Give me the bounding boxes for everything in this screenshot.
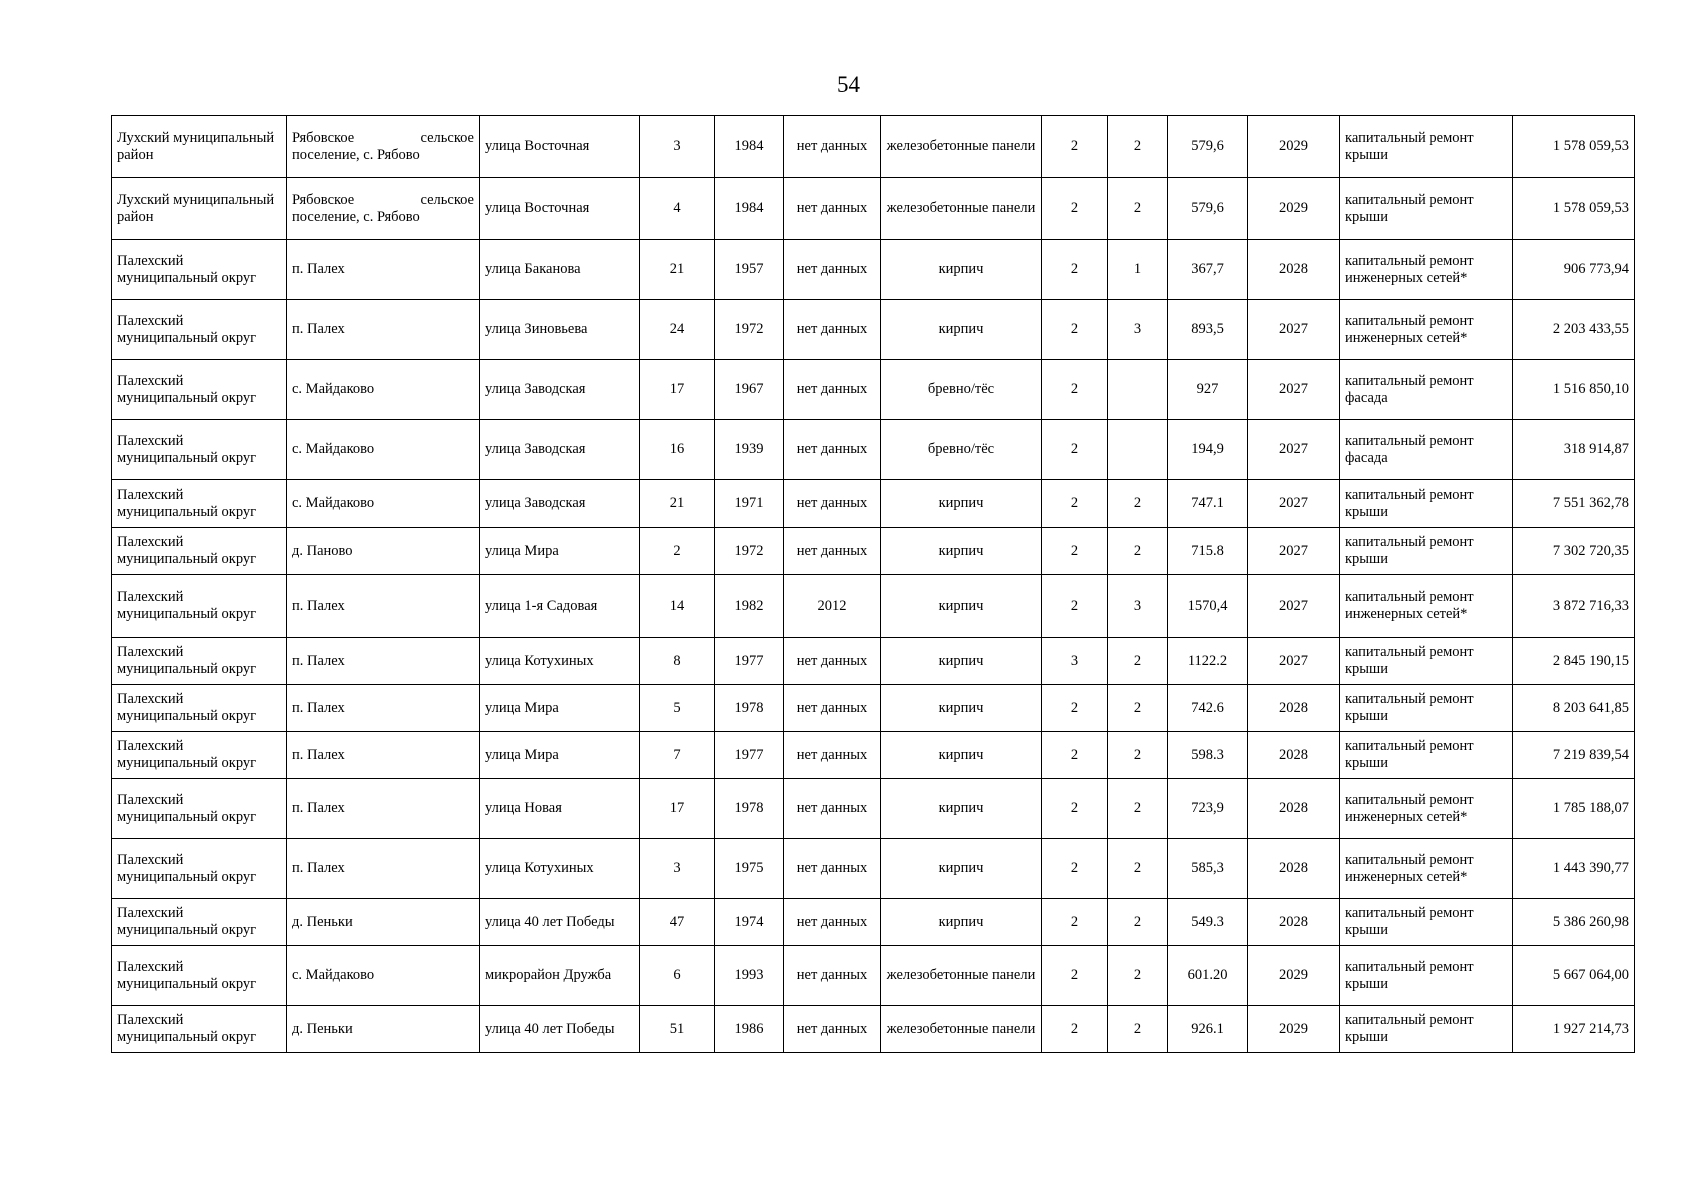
cell-street: улица Котухиных xyxy=(480,638,640,685)
cell-year-built: 1993 xyxy=(715,946,784,1006)
cell-street: микрорайон Дружба xyxy=(480,946,640,1006)
table-row xyxy=(112,240,1635,300)
cell-municipality: Палехский муниципальный округ xyxy=(112,360,287,420)
cell-floors: 2 xyxy=(1042,420,1108,480)
cell-settlement: с. Майдаково xyxy=(287,420,480,480)
cell-area: 715.8 xyxy=(1168,528,1248,575)
cell-house-number: 51 xyxy=(640,1006,715,1053)
cell-settlement: д. Пеньки xyxy=(287,1006,480,1053)
cell-area: 747.1 xyxy=(1168,480,1248,528)
cell-floors: 2 xyxy=(1042,116,1108,178)
cell-year-built: 1972 xyxy=(715,528,784,575)
cell-street: улица 40 лет Победы xyxy=(480,1006,640,1053)
cell-area: 598.3 xyxy=(1168,732,1248,779)
cell-cost: 2 203 433,55 xyxy=(1513,300,1635,360)
cell-floors: 2 xyxy=(1042,1006,1108,1053)
cell-house-number: 2 xyxy=(640,528,715,575)
cell-work-type: капитальный ремонт инженерных сетей* xyxy=(1340,575,1513,638)
cell-street: улица Зиновьева xyxy=(480,300,640,360)
cell-cost: 2 845 190,15 xyxy=(1513,638,1635,685)
cell-settlement: п. Палех xyxy=(287,839,480,899)
cell-house-number: 6 xyxy=(640,946,715,1006)
cell-plan-year: 2028 xyxy=(1248,779,1340,839)
cell-work-type: капитальный ремонт фасада xyxy=(1340,360,1513,420)
cell-municipality: Палехский муниципальный округ xyxy=(112,1006,287,1053)
table-row xyxy=(112,116,1635,178)
cell-year-overhaul: нет данных xyxy=(784,779,881,839)
cell-year-overhaul: нет данных xyxy=(784,1006,881,1053)
cell-year-overhaul: 2012 xyxy=(784,575,881,638)
cell-year-built: 1972 xyxy=(715,300,784,360)
cell-house-number: 8 xyxy=(640,638,715,685)
cell-house-number: 3 xyxy=(640,839,715,899)
cell-street: улица Баканова xyxy=(480,240,640,300)
cell-entrances: 2 xyxy=(1108,178,1168,240)
cell-wall-material: кирпич xyxy=(881,240,1042,300)
cell-floors: 2 xyxy=(1042,946,1108,1006)
cell-floors: 2 xyxy=(1042,240,1108,300)
cell-year-overhaul: нет данных xyxy=(784,178,881,240)
cell-area: 723,9 xyxy=(1168,779,1248,839)
cell-year-built: 1977 xyxy=(715,732,784,779)
cell-settlement: с. Майдаково xyxy=(287,946,480,1006)
cell-floors: 2 xyxy=(1042,732,1108,779)
cell-entrances: 2 xyxy=(1108,899,1168,946)
cell-street: улица Мира xyxy=(480,685,640,732)
cell-house-number: 4 xyxy=(640,178,715,240)
cell-floors: 2 xyxy=(1042,779,1108,839)
cell-settlement: п. Палех xyxy=(287,638,480,685)
cell-municipality: Палехский муниципальный округ xyxy=(112,575,287,638)
cell-wall-material: кирпич xyxy=(881,480,1042,528)
cell-entrances xyxy=(1108,420,1168,480)
cell-settlement: п. Палех xyxy=(287,575,480,638)
cell-floors: 3 xyxy=(1042,638,1108,685)
cell-entrances: 2 xyxy=(1108,946,1168,1006)
cell-wall-material: кирпич xyxy=(881,839,1042,899)
cell-settlement: п. Палех xyxy=(287,240,480,300)
cell-area: 1570,4 xyxy=(1168,575,1248,638)
cell-area: 585,3 xyxy=(1168,839,1248,899)
cell-area: 194,9 xyxy=(1168,420,1248,480)
cell-plan-year: 2028 xyxy=(1248,240,1340,300)
cell-plan-year: 2027 xyxy=(1248,300,1340,360)
cell-area: 742.6 xyxy=(1168,685,1248,732)
cell-cost: 5 667 064,00 xyxy=(1513,946,1635,1006)
cell-municipality: Палехский муниципальный округ xyxy=(112,420,287,480)
cell-settlement: с. Майдаково xyxy=(287,480,480,528)
cell-floors: 2 xyxy=(1042,178,1108,240)
cell-wall-material: кирпич xyxy=(881,575,1042,638)
cell-house-number: 24 xyxy=(640,300,715,360)
cell-year-built: 1974 xyxy=(715,899,784,946)
cell-house-number: 47 xyxy=(640,899,715,946)
cell-municipality: Палехский муниципальный округ xyxy=(112,779,287,839)
cell-area: 579,6 xyxy=(1168,116,1248,178)
cell-municipality: Палехский муниципальный округ xyxy=(112,732,287,779)
table-row xyxy=(112,779,1635,839)
cell-year-built: 1978 xyxy=(715,685,784,732)
cell-year-overhaul: нет данных xyxy=(784,899,881,946)
cell-street: улица Заводская xyxy=(480,420,640,480)
cell-year-built: 1971 xyxy=(715,480,784,528)
cell-entrances: 2 xyxy=(1108,685,1168,732)
cell-municipality: Лухский муниципальный район xyxy=(112,178,287,240)
cell-area: 579,6 xyxy=(1168,178,1248,240)
cell-year-built: 1967 xyxy=(715,360,784,420)
cell-work-type: капитальный ремонт крыши xyxy=(1340,1006,1513,1053)
cell-entrances: 2 xyxy=(1108,116,1168,178)
cell-plan-year: 2027 xyxy=(1248,420,1340,480)
cell-work-type: капитальный ремонт крыши xyxy=(1340,946,1513,1006)
cell-wall-material: кирпич xyxy=(881,300,1042,360)
cell-settlement: д. Паново xyxy=(287,528,480,575)
cell-year-overhaul: нет данных xyxy=(784,638,881,685)
cell-year-overhaul: нет данных xyxy=(784,420,881,480)
table-row xyxy=(112,685,1635,732)
cell-year-built: 1978 xyxy=(715,779,784,839)
table-row xyxy=(112,420,1635,480)
cell-plan-year: 2028 xyxy=(1248,685,1340,732)
cell-street: улица Восточная xyxy=(480,178,640,240)
page-number: 54 xyxy=(837,72,860,97)
cell-settlement: п. Палех xyxy=(287,779,480,839)
cell-year-built: 1984 xyxy=(715,116,784,178)
cell-cost: 5 386 260,98 xyxy=(1513,899,1635,946)
cell-municipality: Палехский муниципальный округ xyxy=(112,638,287,685)
cell-house-number: 17 xyxy=(640,779,715,839)
cell-plan-year: 2029 xyxy=(1248,946,1340,1006)
cell-year-built: 1977 xyxy=(715,638,784,685)
cell-house-number: 21 xyxy=(640,480,715,528)
cell-area: 367,7 xyxy=(1168,240,1248,300)
table-row xyxy=(112,638,1635,685)
cell-work-type: капитальный ремонт крыши xyxy=(1340,685,1513,732)
cell-wall-material: железобетонные панели xyxy=(881,116,1042,178)
cell-work-type: капитальный ремонт крыши xyxy=(1340,528,1513,575)
cell-plan-year: 2028 xyxy=(1248,732,1340,779)
cell-street: улица Мира xyxy=(480,732,640,779)
cell-cost: 906 773,94 xyxy=(1513,240,1635,300)
cell-area: 926.1 xyxy=(1168,1006,1248,1053)
table-row xyxy=(112,480,1635,528)
cell-street: улица Заводская xyxy=(480,480,640,528)
table-row xyxy=(112,360,1635,420)
cell-work-type: капитальный ремонт крыши xyxy=(1340,116,1513,178)
cell-cost: 1 927 214,73 xyxy=(1513,1006,1635,1053)
cell-street: улица Новая xyxy=(480,779,640,839)
cell-year-overhaul: нет данных xyxy=(784,360,881,420)
cell-house-number: 14 xyxy=(640,575,715,638)
cell-year-built: 1986 xyxy=(715,1006,784,1053)
cell-house-number: 5 xyxy=(640,685,715,732)
cell-entrances: 1 xyxy=(1108,240,1168,300)
cell-street: улица 1-я Садовая xyxy=(480,575,640,638)
cell-house-number: 17 xyxy=(640,360,715,420)
cell-cost: 7 551 362,78 xyxy=(1513,480,1635,528)
cell-wall-material: кирпич xyxy=(881,732,1042,779)
cell-entrances: 2 xyxy=(1108,528,1168,575)
cell-floors: 2 xyxy=(1042,575,1108,638)
cell-house-number: 3 xyxy=(640,116,715,178)
cell-year-overhaul: нет данных xyxy=(784,300,881,360)
cell-cost: 318 914,87 xyxy=(1513,420,1635,480)
cell-house-number: 7 xyxy=(640,732,715,779)
cell-floors: 2 xyxy=(1042,839,1108,899)
cell-wall-material: бревно/тёс xyxy=(881,420,1042,480)
table-row xyxy=(112,528,1635,575)
cell-year-built: 1982 xyxy=(715,575,784,638)
table-row xyxy=(112,1006,1635,1053)
cell-settlement: п. Палех xyxy=(287,685,480,732)
cell-plan-year: 2028 xyxy=(1248,839,1340,899)
cell-street: улица Заводская xyxy=(480,360,640,420)
cell-cost: 1 578 059,53 xyxy=(1513,178,1635,240)
cell-settlement: с. Майдаково xyxy=(287,360,480,420)
cell-plan-year: 2029 xyxy=(1248,178,1340,240)
cell-year-overhaul: нет данных xyxy=(784,480,881,528)
table-row xyxy=(112,946,1635,1006)
cell-settlement: Рябовское сельское поселение, с. Рябово xyxy=(287,116,480,178)
cell-year-overhaul: нет данных xyxy=(784,839,881,899)
cell-entrances: 2 xyxy=(1108,839,1168,899)
cell-plan-year: 2028 xyxy=(1248,899,1340,946)
cell-street: улица Котухиных xyxy=(480,839,640,899)
cell-street: улица Восточная xyxy=(480,116,640,178)
cell-floors: 2 xyxy=(1042,360,1108,420)
cell-area: 927 xyxy=(1168,360,1248,420)
cell-year-built: 1939 xyxy=(715,420,784,480)
cell-municipality: Палехский муниципальный округ xyxy=(112,480,287,528)
cell-floors: 2 xyxy=(1042,528,1108,575)
cell-cost: 1 578 059,53 xyxy=(1513,116,1635,178)
cell-work-type: капитальный ремонт фасада xyxy=(1340,420,1513,480)
cell-work-type: капитальный ремонт инженерных сетей* xyxy=(1340,240,1513,300)
cell-cost: 3 872 716,33 xyxy=(1513,575,1635,638)
cell-work-type: капитальный ремонт крыши xyxy=(1340,899,1513,946)
cell-entrances xyxy=(1108,360,1168,420)
cell-work-type: капитальный ремонт инженерных сетей* xyxy=(1340,839,1513,899)
cell-cost: 1 443 390,77 xyxy=(1513,839,1635,899)
table-row xyxy=(112,839,1635,899)
cell-area: 1122.2 xyxy=(1168,638,1248,685)
cell-settlement: Рябовское сельское поселение, с. Рябово xyxy=(287,178,480,240)
cell-plan-year: 2027 xyxy=(1248,360,1340,420)
cell-entrances: 2 xyxy=(1108,480,1168,528)
cell-municipality: Палехский муниципальный округ xyxy=(112,685,287,732)
table-row xyxy=(112,732,1635,779)
cell-plan-year: 2029 xyxy=(1248,116,1340,178)
cell-entrances: 3 xyxy=(1108,300,1168,360)
cell-work-type: капитальный ремонт крыши xyxy=(1340,480,1513,528)
cell-work-type: капитальный ремонт крыши xyxy=(1340,732,1513,779)
cell-year-overhaul: нет данных xyxy=(784,116,881,178)
cell-entrances: 2 xyxy=(1108,779,1168,839)
cell-area: 601.20 xyxy=(1168,946,1248,1006)
cell-entrances: 2 xyxy=(1108,638,1168,685)
table-row xyxy=(112,899,1635,946)
cell-work-type: капитальный ремонт инженерных сетей* xyxy=(1340,779,1513,839)
cell-area: 893,5 xyxy=(1168,300,1248,360)
cell-year-overhaul: нет данных xyxy=(784,946,881,1006)
cell-wall-material: бревно/тёс xyxy=(881,360,1042,420)
cell-settlement: п. Палех xyxy=(287,300,480,360)
cell-entrances: 2 xyxy=(1108,732,1168,779)
cell-work-type: капитальный ремонт инженерных сетей* xyxy=(1340,300,1513,360)
table-row xyxy=(112,178,1635,240)
cell-year-overhaul: нет данных xyxy=(784,240,881,300)
cell-floors: 2 xyxy=(1042,480,1108,528)
cell-plan-year: 2027 xyxy=(1248,528,1340,575)
cell-house-number: 21 xyxy=(640,240,715,300)
cell-entrances: 2 xyxy=(1108,1006,1168,1053)
cell-municipality: Палехский муниципальный округ xyxy=(112,240,287,300)
cell-area: 549.3 xyxy=(1168,899,1248,946)
cell-street: улица 40 лет Победы xyxy=(480,899,640,946)
cell-municipality: Лухский муниципальный район xyxy=(112,116,287,178)
cell-floors: 2 xyxy=(1042,685,1108,732)
cell-house-number: 16 xyxy=(640,420,715,480)
cell-year-overhaul: нет данных xyxy=(784,685,881,732)
cell-settlement: п. Палех xyxy=(287,732,480,779)
cell-wall-material: кирпич xyxy=(881,899,1042,946)
cell-municipality: Палехский муниципальный округ xyxy=(112,839,287,899)
cell-wall-material: кирпич xyxy=(881,685,1042,732)
cell-wall-material: железобетонные панели xyxy=(881,1006,1042,1053)
cell-year-overhaul: нет данных xyxy=(784,732,881,779)
cell-cost: 1 516 850,10 xyxy=(1513,360,1635,420)
table-body xyxy=(112,116,1635,1053)
table-row xyxy=(112,300,1635,360)
cell-year-built: 1957 xyxy=(715,240,784,300)
cell-wall-material: железобетонные панели xyxy=(881,178,1042,240)
cell-cost: 1 785 188,07 xyxy=(1513,779,1635,839)
cell-plan-year: 2029 xyxy=(1248,1006,1340,1053)
cell-wall-material: кирпич xyxy=(881,528,1042,575)
cell-floors: 2 xyxy=(1042,300,1108,360)
cell-plan-year: 2027 xyxy=(1248,575,1340,638)
cell-cost: 7 302 720,35 xyxy=(1513,528,1635,575)
cell-municipality: Палехский муниципальный округ xyxy=(112,528,287,575)
cell-wall-material: железобетонные панели xyxy=(881,946,1042,1006)
cell-floors: 2 xyxy=(1042,899,1108,946)
cell-cost: 7 219 839,54 xyxy=(1513,732,1635,779)
cell-work-type: капитальный ремонт крыши xyxy=(1340,638,1513,685)
cell-work-type: капитальный ремонт крыши xyxy=(1340,178,1513,240)
cell-municipality: Палехский муниципальный округ xyxy=(112,946,287,1006)
cell-street: улица Мира xyxy=(480,528,640,575)
cell-municipality: Палехский муниципальный округ xyxy=(112,300,287,360)
cell-municipality: Палехский муниципальный округ xyxy=(112,899,287,946)
cell-plan-year: 2027 xyxy=(1248,480,1340,528)
housing-repair-table xyxy=(111,115,1635,1053)
cell-settlement: д. Пеньки xyxy=(287,899,480,946)
cell-year-built: 1984 xyxy=(715,178,784,240)
cell-entrances: 3 xyxy=(1108,575,1168,638)
cell-wall-material: кирпич xyxy=(881,638,1042,685)
cell-year-built: 1975 xyxy=(715,839,784,899)
cell-plan-year: 2027 xyxy=(1248,638,1340,685)
cell-wall-material: кирпич xyxy=(881,779,1042,839)
table-row xyxy=(112,575,1635,638)
cell-year-overhaul: нет данных xyxy=(784,528,881,575)
cell-cost: 8 203 641,85 xyxy=(1513,685,1635,732)
